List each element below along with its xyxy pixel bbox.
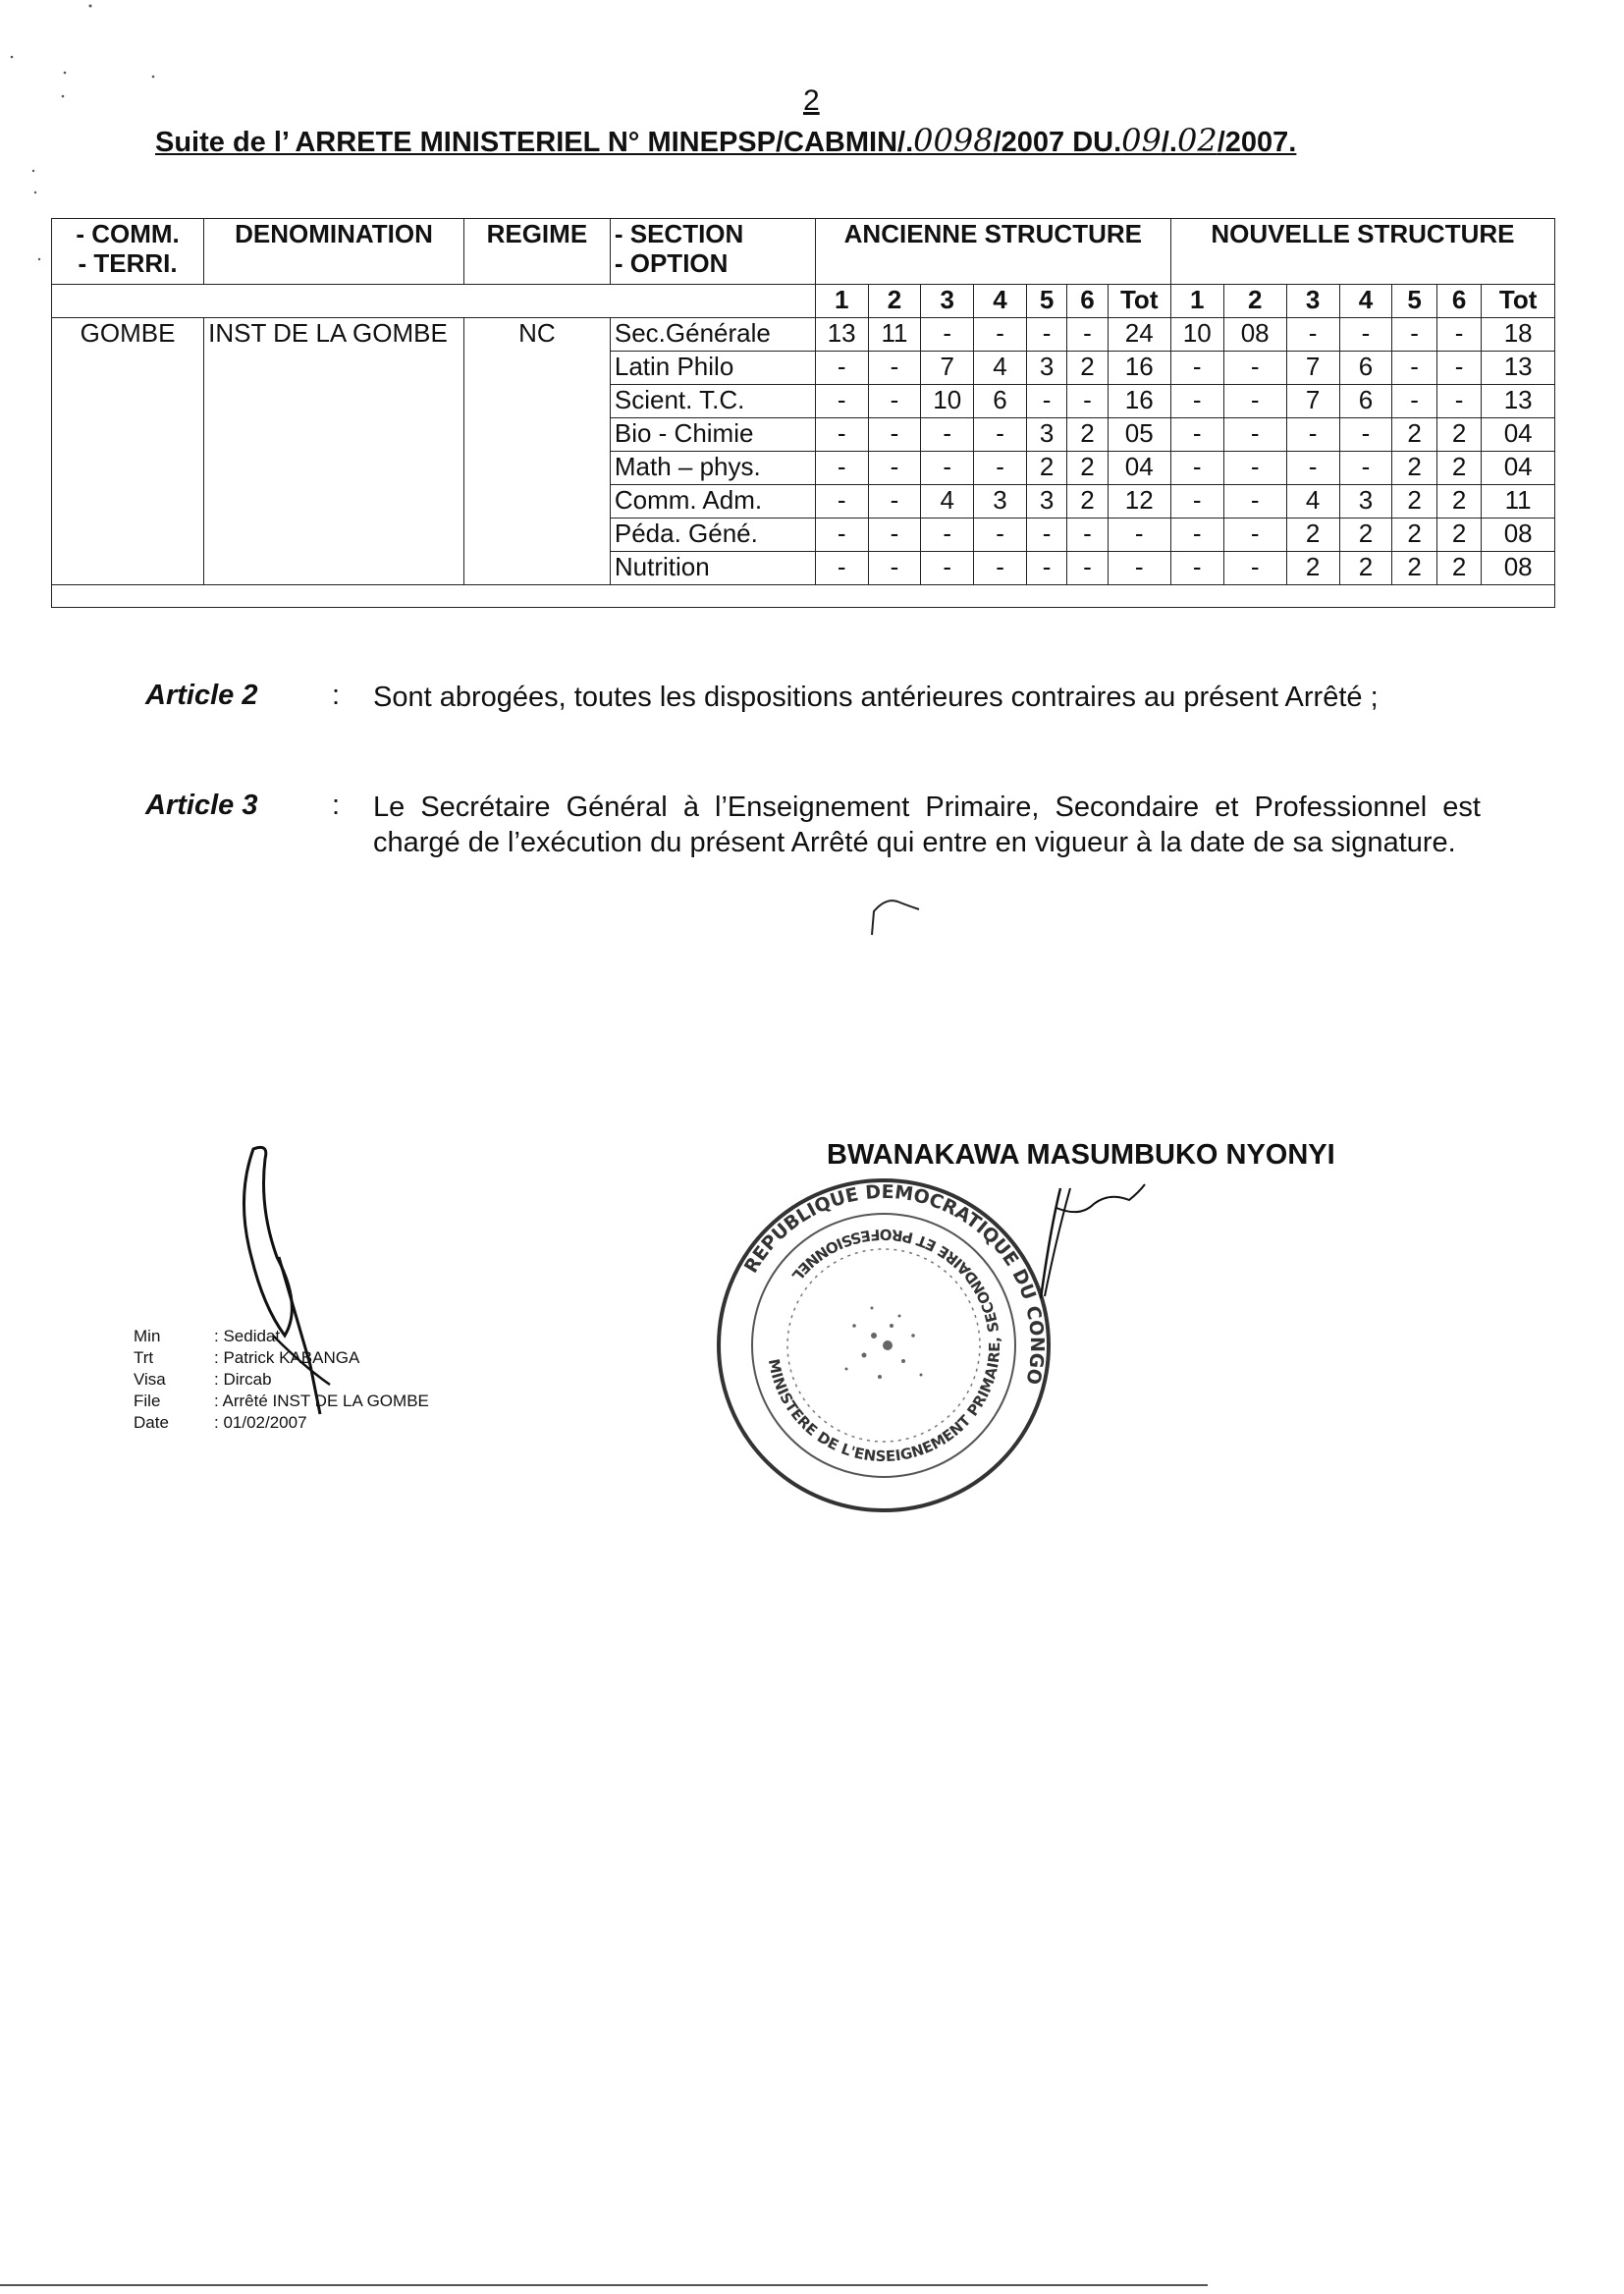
nouvelle-value-cell: - [1223,552,1286,585]
nouvelle-value-cell: 08 [1482,519,1555,552]
ancienne-value-cell: - [974,418,1027,452]
ancienne-value-cell: 4 [921,485,974,519]
nouvelle-value-cell: 2 [1339,552,1392,585]
nouvelle-value-cell: - [1223,385,1286,418]
nouvelle-value-cell: - [1170,519,1223,552]
section-cell: Sec.Générale [610,318,815,352]
subheader-cell: 6 [1436,285,1482,318]
article-colon: : [332,790,341,821]
ancienne-value-cell: 4 [974,352,1027,385]
nouvelle-value-cell: - [1170,552,1223,585]
table-footer-cell [52,585,1555,608]
header-row [52,219,1555,285]
ancienne-value-cell: - [815,452,868,485]
ancienne-value-cell: - [974,318,1027,352]
nouvelle-value-cell: 04 [1482,452,1555,485]
section-cell: Math – phys. [610,452,815,485]
routing-row [134,1369,429,1391]
nouvelle-value-cell: 2 [1436,519,1482,552]
ancienne-value-cell: - [974,452,1027,485]
nouvelle-value-cell: 13 [1482,352,1555,385]
ancienne-value-cell: - [815,352,868,385]
routing-key: Visa [134,1370,166,1389]
article-colon: : [332,680,341,711]
routing-value: : 01/02/2007 [214,1413,307,1432]
ancienne-value-cell: 11 [868,318,921,352]
ancienne-value-cell: - [1026,385,1066,418]
nouvelle-value-cell: 08 [1223,318,1286,352]
nouvelle-value-cell: - [1223,418,1286,452]
regime-cell: NC [463,318,610,585]
routing-key: File [134,1392,161,1410]
header-comm-terri: - COMM. - TERRI. [52,219,204,285]
day-handwritten: 09 [1121,122,1162,159]
nouvelle-value-cell: 3 [1339,485,1392,519]
subheader-cell: 5 [1026,285,1066,318]
initials-mark [868,892,937,939]
ancienne-value-cell: - [868,485,921,519]
header-ancienne-structure: ANCIENNE STRUCTURE [815,219,1170,285]
nouvelle-value-cell: - [1170,385,1223,418]
nouvelle-value-cell: - [1223,452,1286,485]
table-body [52,318,1555,585]
heading-sep: /. [1161,127,1177,158]
commune-cell: GOMBE [52,318,204,585]
routing-row [134,1412,429,1434]
ancienne-value-cell: - [1108,552,1170,585]
ancienne-value-cell: - [921,552,974,585]
nouvelle-value-cell: - [1223,485,1286,519]
structure-table [51,218,1555,608]
official-stamp [707,1169,1060,1522]
denomination-cell: INST DE LA GOMBE [204,318,464,585]
subheader-row [52,285,1555,318]
article-text: Le Secrétaire Général à l’Enseignement Primaire, Secondaire et Professionnel est chargé de l’exécution du présent Arrêté qui entre en vigueur à la date de sa signature. [373,792,1481,858]
ancienne-value-cell: - [815,552,868,585]
nouvelle-value-cell: - [1170,452,1223,485]
ancienne-value-cell: 7 [921,352,974,385]
subheader-cell: 5 [1392,285,1437,318]
decree-number-handwritten: 0098 [913,122,994,159]
nouvelle-value-cell: - [1170,352,1223,385]
routing-value: : Dircab [214,1370,272,1389]
subheader-cell: 2 [1223,285,1286,318]
subheader-cell: 4 [974,285,1027,318]
nouvelle-value-cell: 2 [1436,485,1482,519]
nouvelle-value-cell: 2 [1339,519,1392,552]
ancienne-value-cell: 13 [815,318,868,352]
ancienne-value-cell: - [921,519,974,552]
ancienne-value-cell: 04 [1108,452,1170,485]
routing-block [134,1326,429,1434]
nouvelle-value-cell: 11 [1482,485,1555,519]
subheader-cell: Tot [1482,285,1555,318]
ancienne-value-cell: - [815,418,868,452]
nouvelle-value-cell: 08 [1482,552,1555,585]
ancienne-value-cell: 3 [1026,418,1066,452]
nouvelle-value-cell: 4 [1286,485,1339,519]
table-footer-row [52,585,1555,608]
ancienne-value-cell: - [921,318,974,352]
subheader-blank [52,285,816,318]
article-text: Sont abrogées, toutes les dispositions antérieures contraires au présent Arrêté ; [373,682,1379,713]
subheader-cell: Tot [1108,285,1170,318]
nouvelle-value-cell: 2 [1392,552,1437,585]
nouvelle-value-cell: - [1286,418,1339,452]
section-cell: Bio - Chimie [610,418,815,452]
month-handwritten: 02 [1176,122,1218,159]
routing-row [134,1347,429,1369]
nouvelle-value-cell: - [1223,519,1286,552]
routing-key: Trt [134,1348,154,1367]
routing-key: Min [134,1327,161,1345]
nouvelle-value-cell: - [1170,485,1223,519]
routing-key: Date [134,1413,169,1432]
nouvelle-value-cell: 13 [1482,385,1555,418]
nouvelle-value-cell: 2 [1392,452,1437,485]
ancienne-value-cell: - [921,418,974,452]
header-nouvelle-structure: NOUVELLE STRUCTURE [1170,219,1554,285]
ancienne-value-cell: 05 [1108,418,1170,452]
scan-edge-line [0,2284,1208,2286]
nouvelle-value-cell: - [1223,352,1286,385]
nouvelle-value-cell: - [1339,418,1392,452]
nouvelle-value-cell: 2 [1286,519,1339,552]
nouvelle-value-cell: 2 [1286,552,1339,585]
nouvelle-value-cell: 04 [1482,418,1555,452]
ancienne-value-cell: - [1026,519,1066,552]
subheader-cell: 1 [1170,285,1223,318]
ancienne-value-cell: - [1067,385,1108,418]
nouvelle-value-cell: 2 [1392,418,1437,452]
page-number: 2 [803,84,820,117]
handwritten-signature-right [1021,1178,1149,1306]
document-heading [155,122,1296,159]
nouvelle-value-cell: 10 [1170,318,1223,352]
ancienne-value-cell: 2 [1067,485,1108,519]
nouvelle-value-cell: - [1392,352,1437,385]
section-cell: Scient. T.C. [610,385,815,418]
nouvelle-value-cell: - [1286,318,1339,352]
section-cell: Latin Philo [610,352,815,385]
heading-suffix: /2007. [1217,127,1297,158]
section-cell: Comm. Adm. [610,485,815,519]
svg-text:MINISTERE DE L'ENSEIGNEMENT PR: MINISTERE DE L'ENSEIGNEMENT PRIMAIRE, SECONDAIRE ET PROFESSIONNEL [764,1225,1004,1466]
ancienne-value-cell: - [974,552,1027,585]
ancienne-value-cell: - [1026,318,1066,352]
subheader-cell: 4 [1339,285,1392,318]
ancienne-value-cell: - [815,519,868,552]
ancienne-value-cell: - [974,519,1027,552]
nouvelle-value-cell: 7 [1286,385,1339,418]
nouvelle-value-cell: 2 [1436,552,1482,585]
header-denomination: DENOMINATION [204,219,464,285]
nouvelle-value-cell: 18 [1482,318,1555,352]
ancienne-value-cell: 3 [974,485,1027,519]
ancienne-value-cell: - [868,552,921,585]
ancienne-value-cell: - [1067,519,1108,552]
routing-value: : Arrêté INST DE LA GOMBE [214,1392,429,1410]
ancienne-value-cell: - [868,452,921,485]
article-label: Article 2 [145,680,258,711]
ancienne-value-cell: - [1108,519,1170,552]
ancienne-value-cell: 2 [1026,452,1066,485]
ancienne-value-cell: 3 [1026,485,1066,519]
nouvelle-value-cell: - [1339,318,1392,352]
ancienne-value-cell: 2 [1067,418,1108,452]
heading-mid: /2007 DU. [993,127,1122,158]
ancienne-value-cell: 12 [1108,485,1170,519]
header-regime: REGIME [463,219,610,285]
subheader-cell: 3 [1286,285,1339,318]
nouvelle-value-cell: - [1436,318,1482,352]
nouvelle-value-cell: - [1339,452,1392,485]
nouvelle-value-cell: - [1170,418,1223,452]
nouvelle-value-cell: - [1436,352,1482,385]
nouvelle-value-cell: 2 [1436,452,1482,485]
header-section-option: - SECTION - OPTION [610,219,815,285]
section-cell: Péda. Géné. [610,519,815,552]
nouvelle-value-cell: 7 [1286,352,1339,385]
nouvelle-value-cell: - [1286,452,1339,485]
routing-row [134,1391,429,1412]
ancienne-value-cell: - [868,385,921,418]
ancienne-value-cell: - [1067,318,1108,352]
ancienne-value-cell: 16 [1108,385,1170,418]
ancienne-value-cell: - [1026,552,1066,585]
ancienne-value-cell: - [815,485,868,519]
nouvelle-value-cell: - [1392,318,1437,352]
routing-value: : Sedidat [214,1327,281,1345]
nouvelle-value-cell: - [1392,385,1437,418]
ancienne-value-cell: 10 [921,385,974,418]
ancienne-value-cell: - [815,385,868,418]
signatory-name: BWANAKAWA MASUMBUKO NYONYI [827,1139,1335,1171]
subheader-cell: 6 [1067,285,1108,318]
ancienne-value-cell: 2 [1067,452,1108,485]
ancienne-value-cell: - [921,452,974,485]
section-cell: Nutrition [610,552,815,585]
nouvelle-value-cell: 6 [1339,352,1392,385]
ancienne-value-cell: 2 [1067,352,1108,385]
ancienne-value-cell: - [868,352,921,385]
ancienne-value-cell: - [868,418,921,452]
ancienne-value-cell: 24 [1108,318,1170,352]
nouvelle-value-cell: 2 [1436,418,1482,452]
subheader-cell: 1 [815,285,868,318]
subheader-cell: 2 [868,285,921,318]
nouvelle-value-cell: 6 [1339,385,1392,418]
subheader-cell: 3 [921,285,974,318]
routing-row [134,1326,429,1347]
ancienne-value-cell: - [1067,552,1108,585]
ancienne-value-cell: 16 [1108,352,1170,385]
ancienne-value-cell: - [868,519,921,552]
table-row [52,318,1555,352]
article-label: Article 3 [145,790,258,821]
ancienne-value-cell: 6 [974,385,1027,418]
routing-value: : Patrick KABANGA [214,1348,360,1367]
nouvelle-value-cell: 2 [1392,519,1437,552]
nouvelle-value-cell: 2 [1392,485,1437,519]
ancienne-value-cell: 3 [1026,352,1066,385]
heading-prefix: Suite de l’ ARRETE MINISTERIEL N° MINEPSP/CABMIN/. [155,127,914,158]
svg-text:REPUBLIQUE DEMOCRATIQUE DU CON: REPUBLIQUE DEMOCRATIQUE DU CONGO [739,1180,1049,1387]
nouvelle-value-cell: - [1436,385,1482,418]
